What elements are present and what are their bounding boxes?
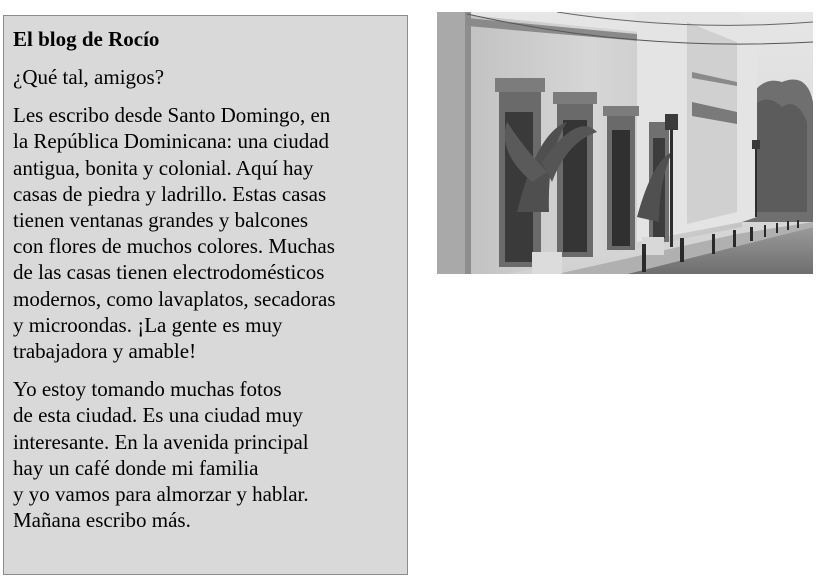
paragraph-2-line: hay un café donde mi familia xyxy=(13,455,259,480)
paragraph-1-line: la República Dominicana: una ciudad xyxy=(13,129,330,154)
paragraph-2-line: de esta ciudad. Es una ciudad muy xyxy=(13,403,303,428)
paragraph-2 xyxy=(13,376,399,533)
paragraph-2-line: y yo vamos para almorzar y hablar. xyxy=(13,482,309,507)
street-photo xyxy=(437,12,813,274)
paragraph-2-line: Mañana escribo más. xyxy=(13,508,191,533)
paragraph-1-line: con flores de muchos colores. Muchas xyxy=(13,234,335,259)
street-photo-drawing xyxy=(437,12,813,274)
blog-box xyxy=(3,15,408,575)
paragraph-1-line: Les escribo desde Santo Domingo, en xyxy=(13,103,331,128)
paragraph-2-line: Yo estoy tomando muchas fotos xyxy=(13,377,282,402)
paragraph-1-line: trabajadora y amable! xyxy=(13,339,197,364)
paragraph-1-line: tienen ventanas grandes y balcones xyxy=(13,208,309,233)
paragraph-1-line: casas de piedra y ladrillo. Estas casas xyxy=(13,181,327,206)
blog-title: El blog de Rocío xyxy=(13,27,160,51)
paragraph-1-line: modernos, como lavaplatos, secadoras xyxy=(13,286,336,311)
paragraph-2-line: interesante. En la avenida principal xyxy=(13,429,309,454)
paragraph-1-line: y microondas. ¡La gente es muy xyxy=(13,312,283,337)
paragraph-1-line: de las casas tienen electrodomésticos xyxy=(13,260,325,285)
paragraph-1 xyxy=(13,102,399,364)
paragraph-1-line: antigua, bonita y colonial. Aquí hay xyxy=(13,155,314,180)
greeting: ¿Qué tal, amigos? xyxy=(13,65,165,89)
